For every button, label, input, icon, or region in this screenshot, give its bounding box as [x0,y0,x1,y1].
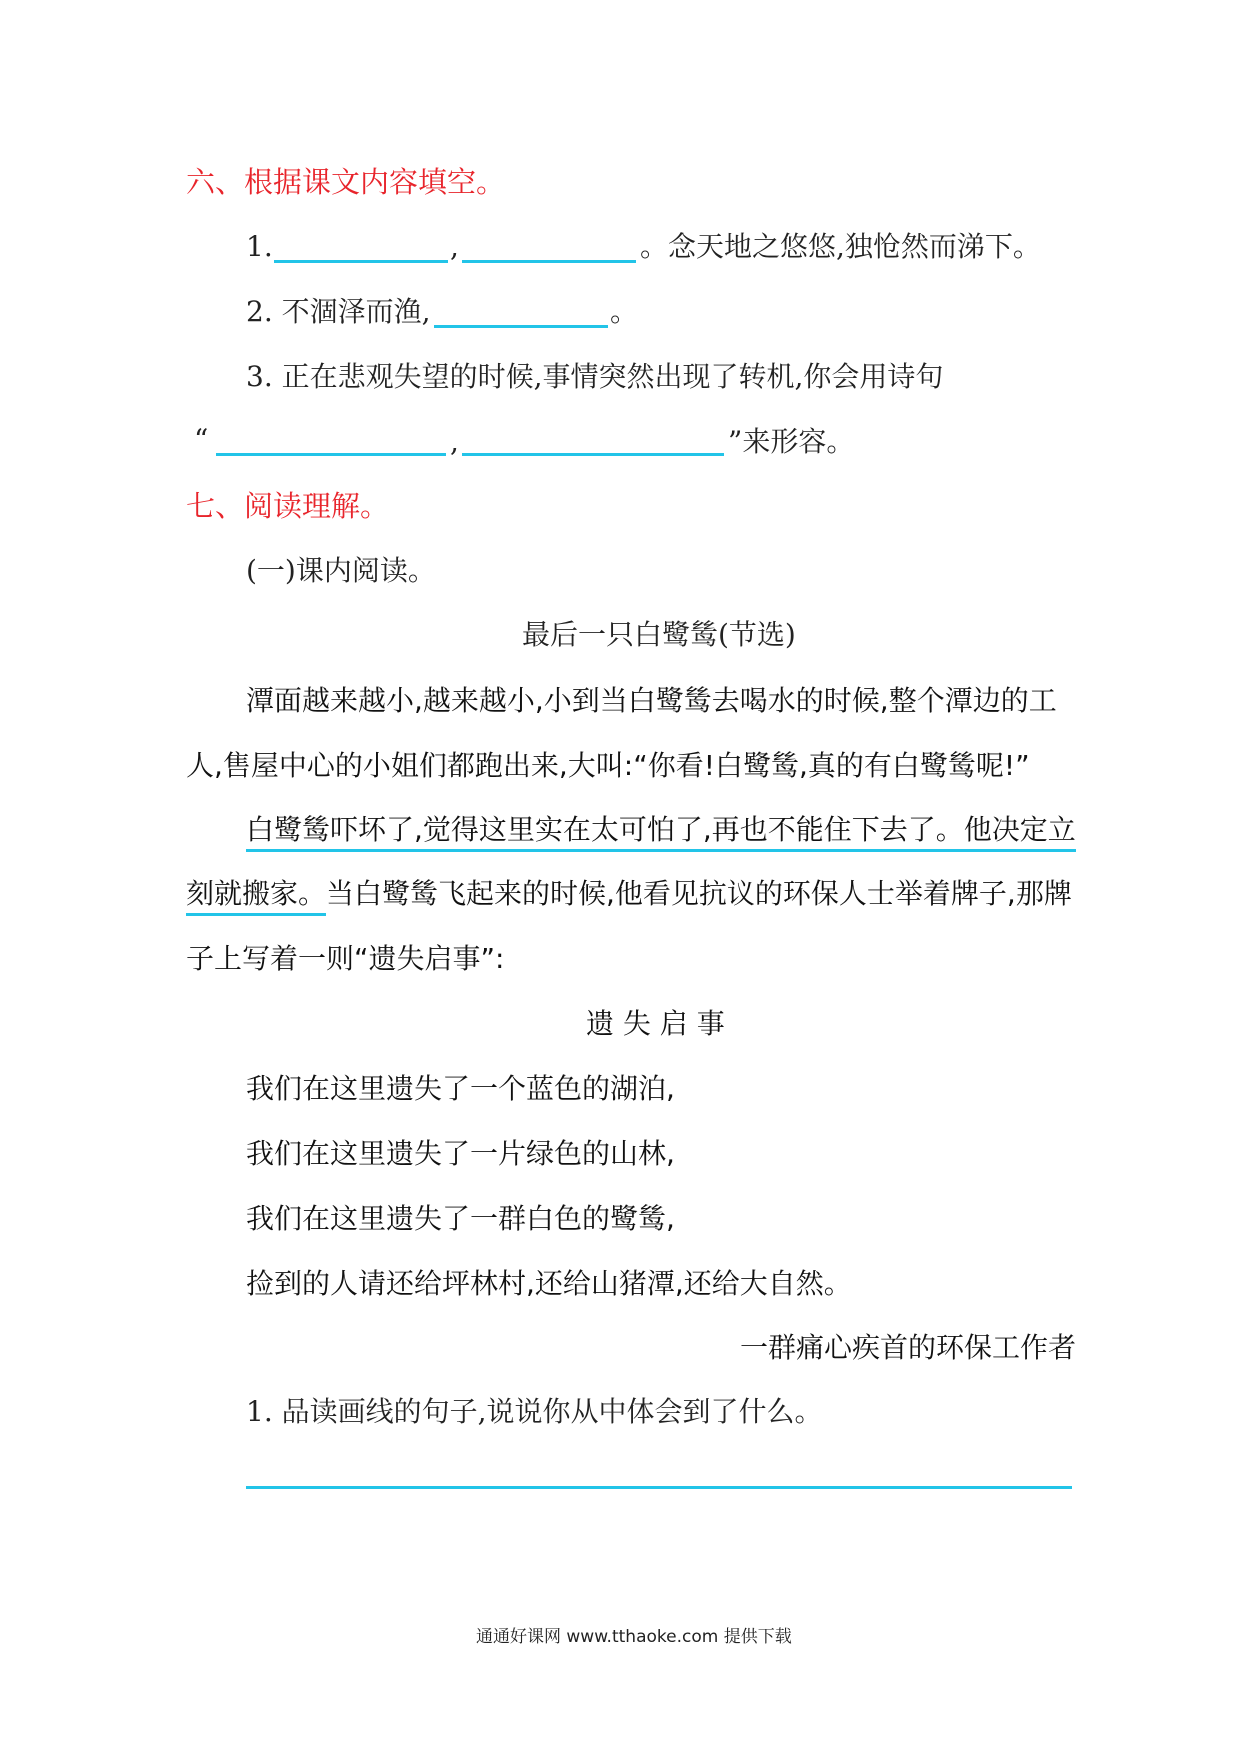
q3-end: ”来形容。 [728,425,855,458]
question1-text: 1. 品读画线的句子,说说你从中体会到了什么。 [246,1395,823,1428]
q2-blank[interactable] [434,325,608,328]
q2-end: 。 [610,295,639,328]
section6-title: 六、根据课文内容填空。 [186,165,506,199]
footer-text: 通通好课网 www.tthaoke.com 提供下载 [476,1627,792,1647]
q1-text: 。念天地之悠悠,独怆然而涕下。 [640,230,1041,263]
underlined-sentence-part1: 白鹭鸶吓坏了,觉得这里实在太可怕了,再也不能住下去了。他决定立 [246,813,1076,852]
passage-p1-line2: 人,售屋中心的小姐们都跑出来,大叫:“你看!白鹭鸶,真的有白鹭鸶呢!” [186,749,1030,782]
passage-p2-line2 [186,876,1072,912]
q1-number: 1. [246,230,273,263]
q2-text: 2. 不涸泽而渔, [246,295,431,328]
reading-subtitle: (一)课内阅读。 [246,554,436,587]
section7-title: 七、阅读理解。 [186,489,390,523]
notice-title: 遗 失 启 事 [586,1007,725,1040]
passage-p1-line1: 潭面越来越小,越来越小,小到当白鹭鸶去喝水的时候,整个潭边的工 [246,684,1057,717]
passage-title: 最后一只白鹭鸶(节选) [522,618,796,651]
notice-line: 捡到的人请还给坪林村,还给山猪潭,还给大自然。 [246,1267,852,1300]
notice-line: 我们在这里遗失了一个蓝色的湖泊, [246,1072,675,1105]
passage-p2-line3: 子上写着一则“遗失启事”: [186,942,505,975]
question1-answer-line[interactable] [246,1486,1072,1489]
notice-signature: 一群痛心疾首的环保工作者 [740,1331,1077,1364]
notice-line: 我们在这里遗失了一片绿色的山林, [246,1137,675,1170]
passage-p2-line2-rest: 当白鹭鸶飞起来的时候,他看见抗议的环保人士举着牌子,那牌 [326,877,1072,910]
notice-line: 我们在这里遗失了一群白色的鹭鸶, [246,1202,675,1235]
q3-blank-1[interactable] [216,453,446,456]
q1-blank-1[interactable] [274,260,448,263]
underlined-sentence-part2: 刻就搬家。 [186,877,326,916]
q1-blank-2[interactable] [462,260,636,263]
q3-text: 3. 正在悲观失望的时候,事情突然出现了转机,你会用诗句 [246,360,944,393]
passage-p2-line1 [246,812,1076,848]
q3-blank-2[interactable] [462,453,724,456]
q3-open-quote: “ [194,423,209,456]
q1-comma: , [450,230,459,263]
q3-comma: , [450,425,459,458]
